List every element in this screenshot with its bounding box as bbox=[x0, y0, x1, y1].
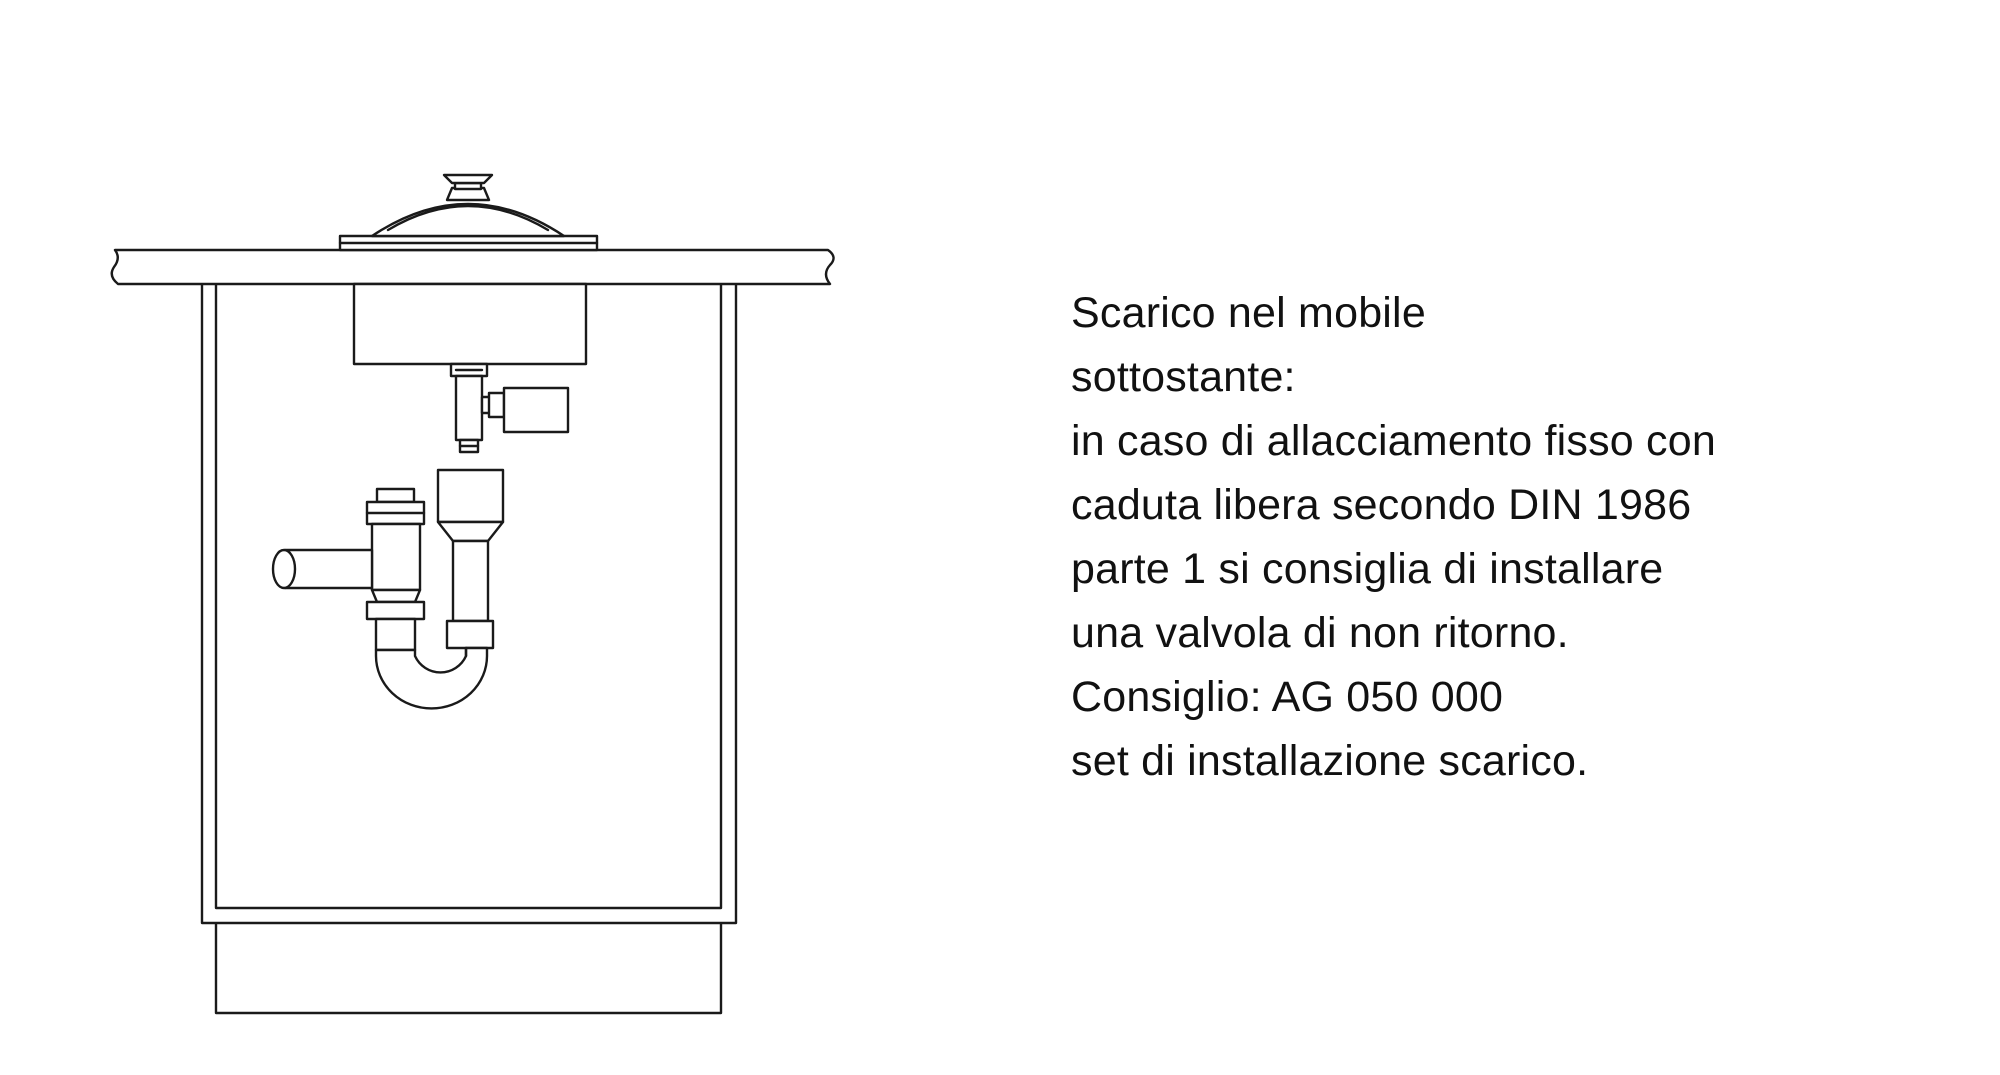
trap-outlet-body bbox=[372, 524, 420, 590]
caption-line: caduta libera secondo DIN 1986 bbox=[1071, 481, 1692, 529]
cabinet-plinth bbox=[216, 922, 721, 1013]
trap-inlet-collar bbox=[438, 470, 503, 522]
drain-valve-body bbox=[456, 376, 482, 440]
lid-dome bbox=[372, 204, 564, 236]
caption-line: sottostante: bbox=[1071, 353, 1296, 401]
vent-cap bbox=[377, 489, 414, 502]
outlet-pipe bbox=[285, 550, 372, 588]
sink-basin bbox=[354, 284, 586, 364]
caption-line: Consiglio: AG 050 000 bbox=[1071, 673, 1504, 721]
caption-line: una valvola di non ritorno. bbox=[1071, 609, 1569, 657]
installation-caption bbox=[1071, 281, 1931, 793]
caption-line: parte 1 si consiglia di installare bbox=[1071, 545, 1664, 593]
caption-line: set di installazione scarico. bbox=[1071, 737, 1589, 785]
worktop bbox=[112, 250, 834, 284]
non-return-valve bbox=[504, 388, 568, 432]
caption-line: Scarico nel mobile bbox=[1071, 289, 1426, 337]
caption-line: in caso di allacciamento fisso con bbox=[1071, 417, 1716, 465]
